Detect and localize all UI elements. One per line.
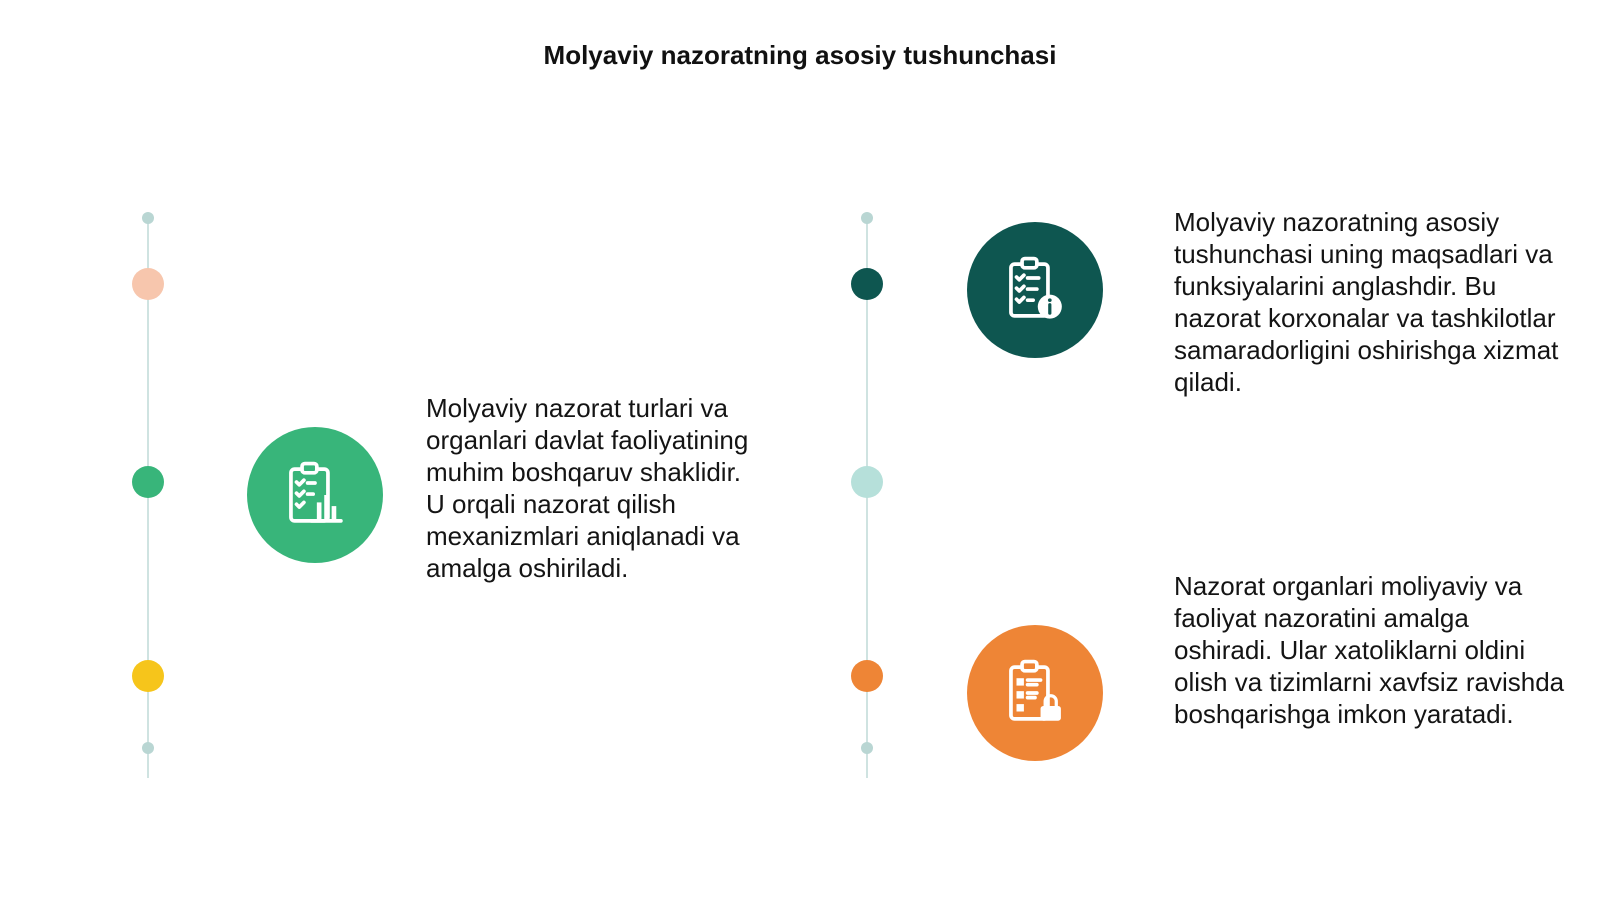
timeline-end-dot: [142, 742, 154, 754]
timeline-line: [147, 218, 149, 778]
timeline-dot-orange: [851, 660, 883, 692]
timeline-dot-mint: [851, 466, 883, 498]
item-1-text: Molyaviy nazorat turlari va organlari davlat faoliyatining muhim boshqaruv shaklidir. U orqali nazorat qilish mexanizmlari aniqlanadi va amalga oshiriladi.: [426, 393, 749, 583]
timeline-dot-teal: [851, 268, 883, 300]
clipboard-info-icon: [967, 222, 1103, 358]
timeline-dot-peach: [132, 268, 164, 300]
timeline-line: [866, 218, 868, 778]
timeline-start-dot: [142, 212, 154, 224]
timeline-start-dot: [861, 212, 873, 224]
item-3-text: Nazorat organlari moliyaviy va faoliyat nazoratini amalga oshiradi. Ular xatoliklarni oldini olish va tizimlarni xavfsiz ravishda boshqarishga imkon yaratadi.: [1174, 571, 1565, 729]
right-timeline: [847, 218, 887, 778]
timeline-dot-yellow: [132, 660, 164, 692]
left-timeline: [128, 218, 168, 778]
clipboard-chart-icon: [247, 427, 383, 563]
page-title: Molyaviy nazoratning asosiy tushunchasi: [543, 40, 1057, 70]
timeline-end-dot: [861, 742, 873, 754]
clipboard-lock-icon: [967, 625, 1103, 761]
timeline-dot-green: [132, 466, 164, 498]
item-2-text: Molyaviy nazoratning asosiy tushunchasi uning maqsadlari va funksiyalarini anglashdir. Bu nazorat korxonalar va tashkilotlar samaradorligini oshirishga xizmat qiladi.: [1174, 207, 1559, 397]
